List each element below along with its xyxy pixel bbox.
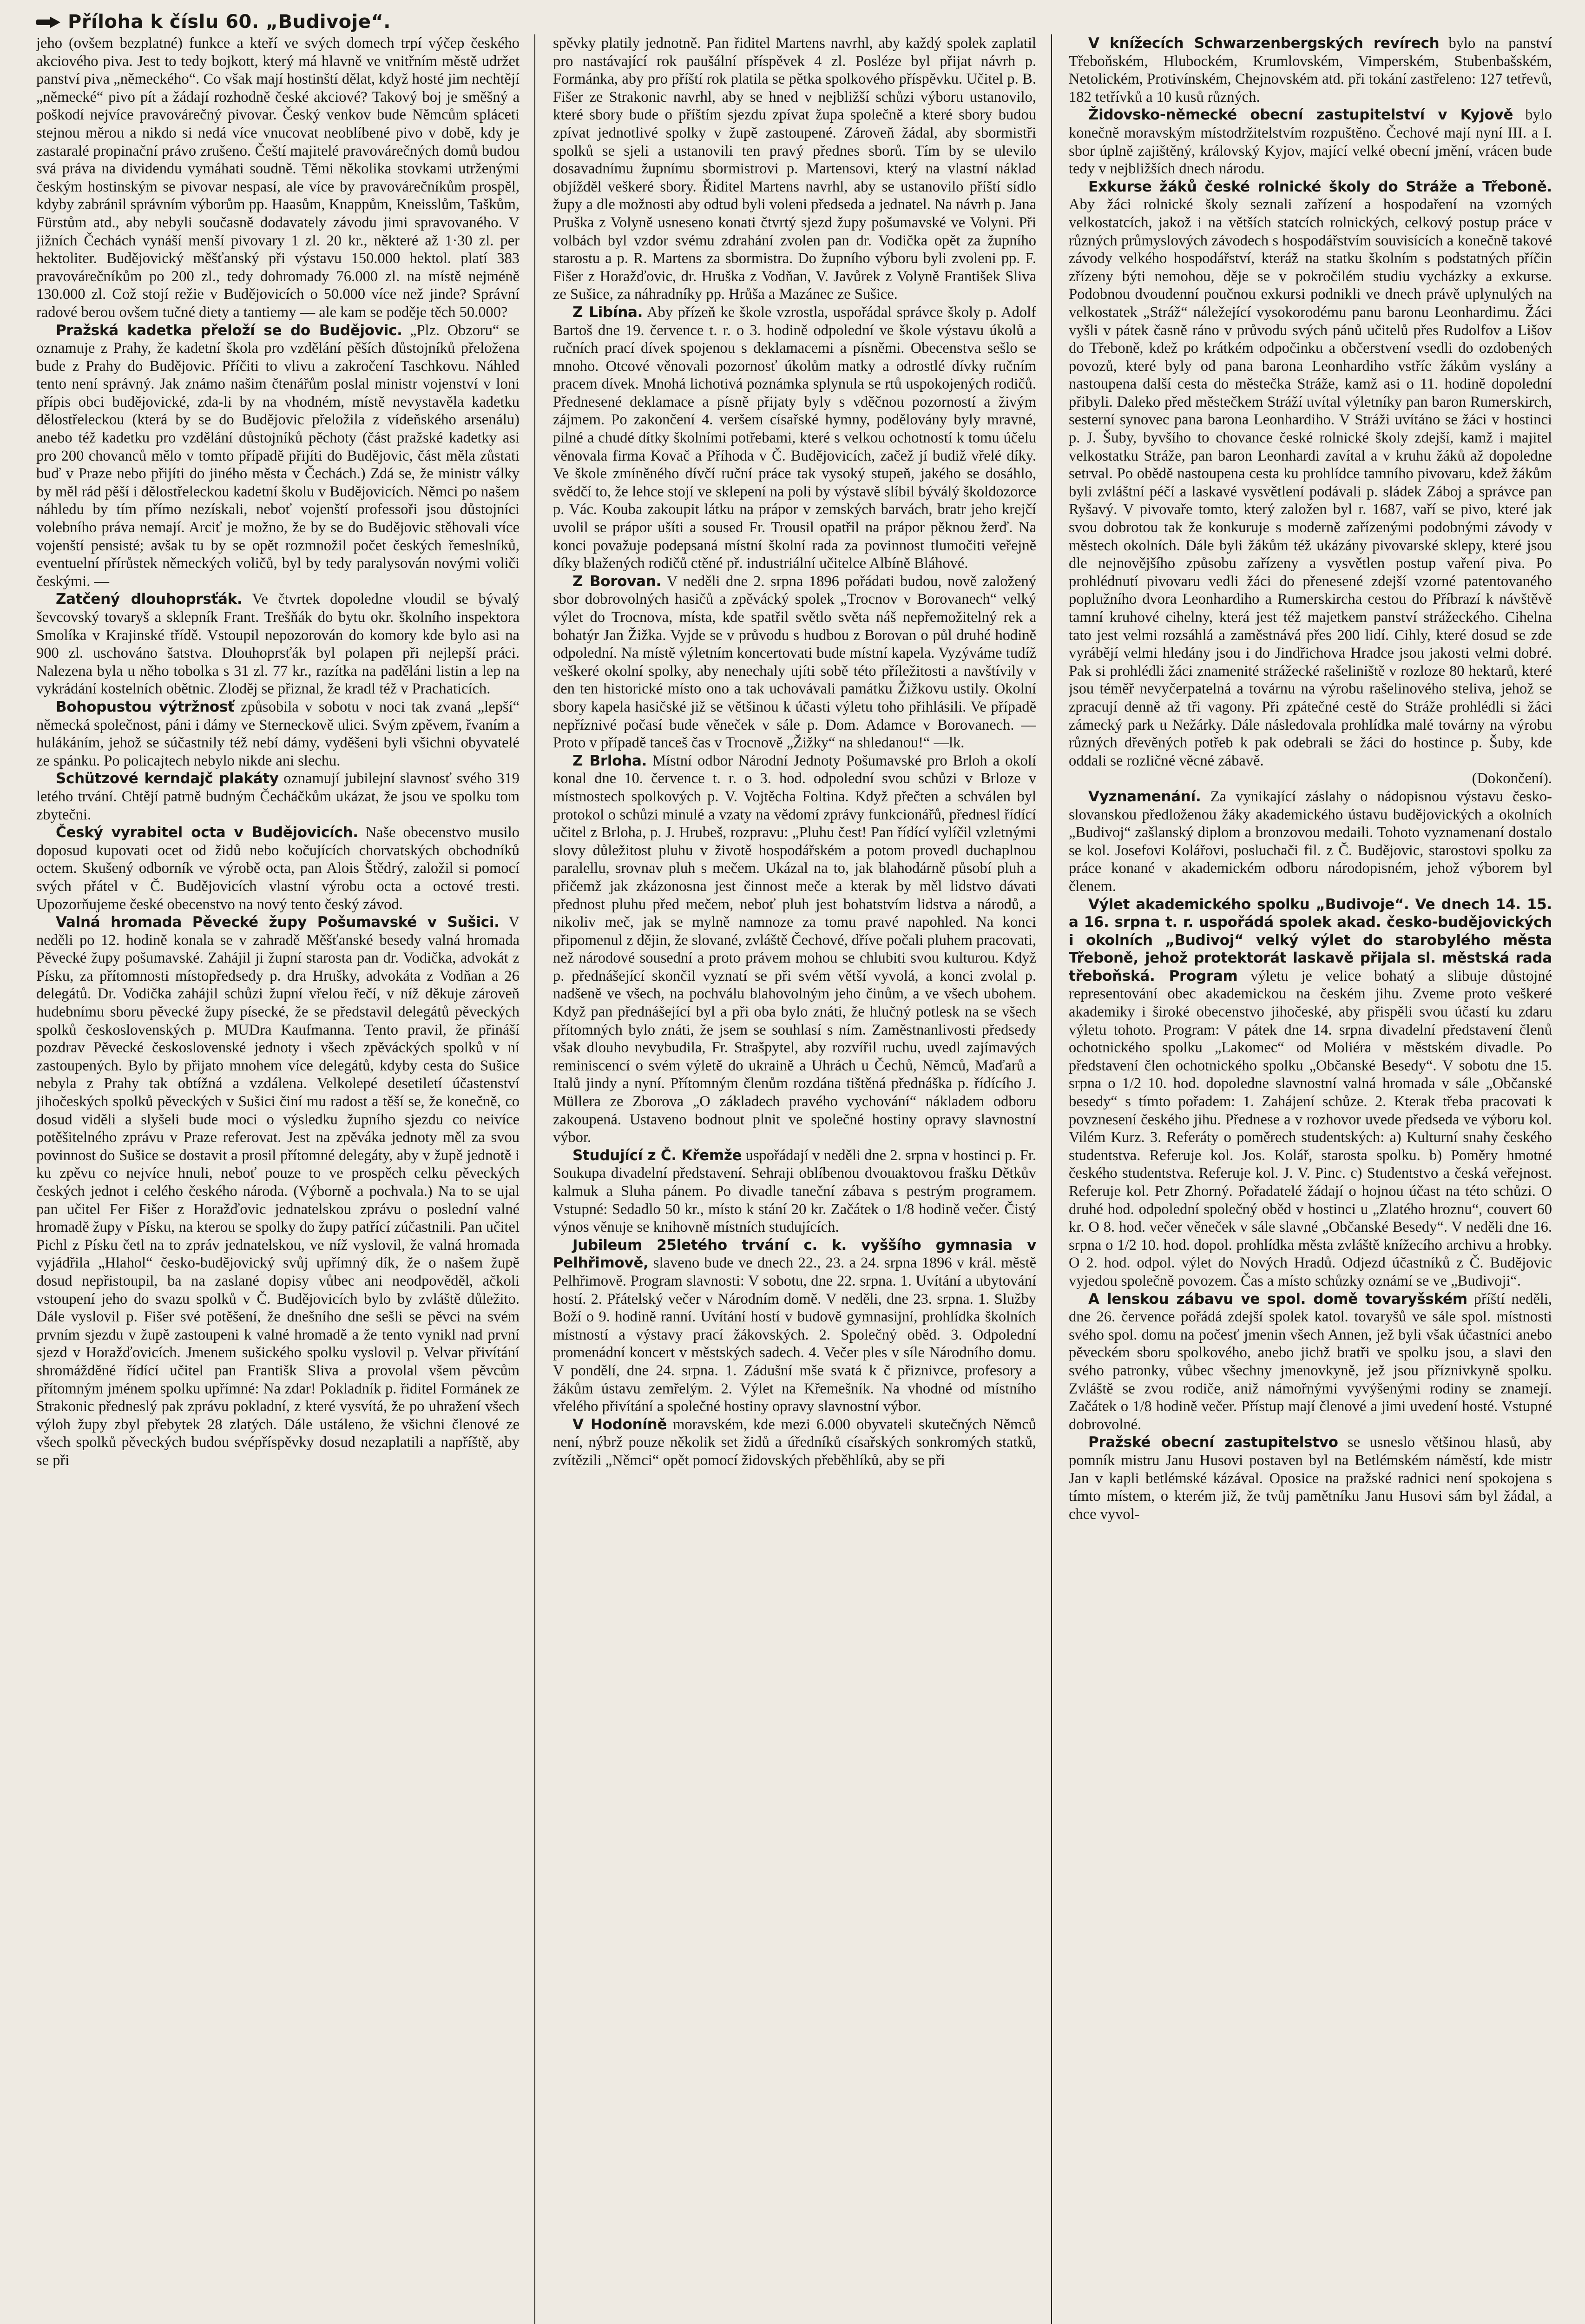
article-heading: V knížecích Schwarzenbergských revírech <box>1088 35 1440 52</box>
article-heading: Bohopustou výtržnosť <box>56 698 235 715</box>
article-heading: Schützové kerndajč plakáty <box>56 770 279 787</box>
article-heading: Jubileum 25letého trvání c. k. vyššího gymnasia v Pelhřimově, <box>553 1236 1036 1272</box>
article-body: bylo konečně moravským místodržitelstvím rozpuštěno. Čechové mají nyní III. a I. sbor úplně zajištěný, královský Kyjov, mající velké obecní jmění, vrácen bude tedy v nejbližších dnech národu. <box>1069 106 1552 178</box>
column-3 <box>1069 34 1552 2324</box>
article-body: příští neděli, dne 26. července pořádá zdejší spolek katol. tovaryšů ve sále spol. místnosti svého spol. domu na počesť jmenin všech Annen, jež byli však účastníci anebo pěveckém sboru spolkového, anebo jichž bratři ve spolku jsou, a slavi den svého patronky, vůbec všechny jmenovkyně, jež jsou příznivkyně spolku. Zvláště se zvou rodiče, aniž námořnými vyvýšenými rodiny se znamejí. Začátek o 1/8 hodině večer. Přístup mají členové a jimi uvedení hosté. Vstupné dobrovolné. <box>1069 1290 1552 1433</box>
article-body: oznamují jubilejní slavnosť svého 319 letého trvání. Chtějí patrně budným Čecháčkům ukázat, že jsou ve spolku tom zbytečni. <box>36 770 520 823</box>
article-heading: Z Borovan. <box>572 573 662 590</box>
article-paragraph <box>553 34 1036 304</box>
article-heading: Valná hromada Pěvecké župy Pošumavské v Sušici. <box>56 914 500 931</box>
article-heading: Pražská kadetka přeloží se do Budějovic. <box>56 322 402 339</box>
article-heading: Z Brloha. <box>572 752 647 769</box>
article-body: V neděli po 12. hodině konala se v zahradě Měšťanské besedy valná hromada Pěvecké župy pošumavské. Zahájil ji župní starosta pan dr. Vodička, advokát z Písku, za přítomnosti místopředsedy p. dra Hrušky, advokáta z Vodňan a 26 delegátů. Dr. Vodička zahájil schůzi župní vřelou řečí, v níž děkuje zároveň hudebnímu sboru pěvecké župy písecké, že se představil delegátů pěveckých spolků československých p. MUDra Kaufmanna. Tento pravil, že přináší pozdrav Pěvecké československé jednoty i všech zpěváckých spolků v ní zastoupených. Bylo by přijato mnohem více delegátů, kdyby cesta do Sušice nebyla z Prahy tak obtížná a vzdálena. Velkolepé desetiletí účastenství jihočeských spolků pěveckých v Sušici činí mu radost a těší se, že konečně, co dosud viděli a slyšeli bude moci o výsledku župního sjezdu co neivíce potěšitelného zprávu v Praze referovat. Jest na zpěváka jednoty měl za svou povinnost do Sušice se dostavit a prosil přítomné delegáty, aby v župě jednotě i ku zpěvu co nejvíce hnuli, neboť pouze to ve prospěch celku pěveckých českých jednot i celého českého národa. (Výborně a pochvala.) Na to se ujal pan učitel Fer Fišer z Horažďovic jednatelskou zprávu o poslední valné hromadě župy v Písku, na kterou se spolky do župy patřící zúčastnili. Pan učitel Pichl z Písku četl na to zpráv jednatelskou, ve níž vyslovil, že valná hromada vyjádřila „Hlahol“ česko-budějovický svůj upřímný dík, že o našem župě dosud nepřistoupil, ba na zaslané dopisy vůbec ani neodpověděl, ačkoli vstoupení jeho do svazu spolků v Č. Budějovicích bylo by zvláště důležito. Dále vyslovil p. Fišer své potěšení, že dnešního dne sešli se pěvci na svém prvním sjezdu v župě zastoupeni k valné hromadě a že tento vynikl nad první sjezd v Horažďovicích. Jmenem sušického spolku vyslovil p. Velvar přivítání shromážděné řídící učitel pan Františk Sliva a provolal všem pěvcům přítomným jménem spolku upřímné: Na zdar! Pokladník p. řiditel Formánek ze Strakonic předneslý pak zprávu pokladní, z které vysvítá, že po uhražení všech výloh župy zbyl přebytek 28 zlatých. Dále ustáleno, že všichni členové ze všech spolků pěveckých budou svépříspěvky dosud nezaplatili a napříště, aby se při <box>36 914 520 1469</box>
article-body: způsobila v sobotu v noci tak zvaná „lepší“ německá společnost, páni i dámy ve Sterneckově ulici. Svým zpěvem, řvaním a hulákáním, jehož se súčastnily též nebí dámy, vyděšeni byli všichni obyvatelé ze spánku. Po policajtech nebylo nikde ani slechu. <box>36 698 520 769</box>
article-body: spěvky platily jednotně. Pan řiditel Martens navrhl, aby každý spolek zaplatil pro nastávající rok paušální příspěvek 4 zl. Posléze byl přijat návrh p. Formánka, aby pro příští rok platila se pětka spolkového příspěvku. Učitel p. B. Fišer ze Strakonic navrhl, aby se hned v nejbližší schůzi výboru ustanovilo, které sbory bude o příštím sjezdu zpívat župa společně a které sbory budou zpívat jednotlivé spolky v župě zastoupené. Zároveň žádal, aby sbormistři spolků se sjeli a ustanovili ten pravý přednes sborů. Tím by se ulevilo dosavadnímu župnímu sbormistrovi p. Martensovi, který na vlastní náklad objížděl veškeré sbory. Řiditel Martens navrhl, aby se ustanovilo příští sídlo župy a dle možnosti aby odtud byli voleni předseda a jednatel. Na návrh p. Jana Pruška z Volyně usneseno konati čtvrtý sjezd župy pošumavské ve Volyni. Při volbách byl vzdor svému zdrahání zvolen pan dr. Vodička opět za župního starostu a p. R. Martens za sbormistra. Do župního výboru byli zvoleni pp. F. Fišer z Horažďovic, dr. Hruška z Vodňan, V. Javůrek z Volyně František Sliva ze Sušice, za náhradníky pp. Hrůša a Mazánec ze Sušice. <box>553 35 1036 303</box>
column-divider <box>1051 34 1052 2324</box>
article-body: Naše obecenstvo musilo doposud kupovati ocet od židů nebo kočujících chorvatských obchodníků octem. Skušený odborník ve výrobě octa, pan Alois Štědrý, založil si pomocí svých přátel v Č. Budějovicích vlastní výrobu octa a octové tresti. Upozorňujeme české obecenstvo na nový tento český závod. <box>36 824 520 913</box>
pointing-hand-icon <box>36 16 61 28</box>
article-heading: Výlet akademického spolku „Budivoje“. Ve dnech 14. 15. a 16. srpna t. r. uspořádá spolek akad. česko-budějovických i okolních „Budivoj“ velký výlet do starobylého města Třeboně, jehož protektorát laskavě přijala sl. městská rada třeboňská. Program <box>1069 896 1552 984</box>
article-paragraph <box>36 322 520 591</box>
article-body: slaveno bude ve dnech 22., 23. a 24. srpna 1896 v král. městě Pelhřimově. Program slavnosti: V sobotu, dne 22. srpna. 1. Uvítání a ubytování hostí. 2. Přátelský večer v Národním domě. V neděli, dne 23. srpna. 1. Služby Boží o 9. hodině ranní. Uvítání hostí v budově gymnasijní, prohlídka školních místností a výstavy prací žákovských. 2. Společný oběd. 3. Odpolední promenádní koncert v městských sadech. 4. Večer ples v síle Národního domu. V pondělí, dne 24. srpna. 1. Zádušní mše svatá k č přiznivce, profesory a žákům ústavu zemřelým. 2. Výlet na Křemešník. Na vhodné od místního vřelého přivítání a společné hostiny opravy slavnostní výbor. <box>553 1254 1036 1415</box>
article-paragraph <box>553 1147 1036 1236</box>
article-body: Aby přízeň ke škole vzrostla, uspořádal správce školy p. Adolf Bartoš dne 19. července t. r. o 3. hodině odpolední ve škole výstavu úkolů a ručních prací dívek spojenou s deklamacemi a písněmi. Obecenstva sešlo se mnoho. Otcové věnovali pozornosť úkolům matky a odrostlé dívky ručním pracem dívek. Mnohá lichotivá poznámka splynula se rtů uspokojených rodičů. Přednesené deklamace a písně přijaty byly s vděčnou pozorností a živým zájmem. Po zakončení 4. veršem císařské hymny, podělovány byly mravné, pilné a chudé dítky školními potřebami, které s velkou ochotností k tomu účelu věnovala firma Kovač a Příhoda v Č. Budějovicích, začež jí budiž vřelé díky. Ve škole zmíněného dívčí ruční práce tak vysoký stupeň, jakého se dosáhlo, svědčí to, že lehce stojí ve sklepení na poli by výstavě slíbil býválý školdozorce p. Vác. Kouba zakoupit látku na prápor v zemských barvách, bratr jeho krejčí uvolil se prápor ušíti a soused Fr. Trousil opatřil na prápor pěknou žerď. Na konci považuje podepsaná místní školní rada za povinnost tlumočiti veřejně díky blažených rodičů ctěné př. industriální učitelce Albíně Bláhové. <box>553 304 1036 572</box>
column-1 <box>36 34 520 2324</box>
article-body: Ve čtvrtek dopoledne vloudil se bývalý ševcovský tovaryš a sklepník Frant. Trešňák do bytu okr. školního inspektora Smolíka v Krajinské třídě. Vstoupil nepozorován do komory kde bylo asi na 900 zl. uschováno šatstva. Dlouhoprsťák byl polapen při nejlepší práci. Nalezena byla u něho tobolka s 31 zl. 77 kr., razítka na paděláni listin a lep na vykrádání kostelních obětnic. Zloděj se přiznal, že kradl též v Prachaticích. <box>36 591 520 698</box>
article-paragraph <box>36 770 520 824</box>
article-body: se usneslo většinou hlasů, aby pomník mistru Janu Husovi postaven byl na Betlémském náměstí, kde mistr Jan v kapli betlémské kázával. Oposice na pražské radnici není spokojena s tímto místem, o kterém již, že tvůj pamětníku Janu Husovi sám byl žádal, a chce vyvol- <box>1069 1434 1552 1523</box>
article-heading: Exkurse žáků české rolnické školy do Stráže a Třeboně. <box>1088 178 1552 195</box>
article-heading: Židovsko-německé obecní zastupitelství v Kyjově <box>1088 106 1513 124</box>
article-paragraph <box>1069 788 1552 896</box>
article-body: Místní odbor Národní Jednoty Pošumavské pro Brloh a okolí konal dne 10. července t. r. o 3. hod. odpolední svou schůzi v Brloze v místnostech spolkových p. V. Vojtěcha Foltina. Když přečten a schválen byl protokol o schůzi minulé a vzaty na vědomí zprávy funkcionářů, přednesl řídící učitel z Brloha, p. J. Hrubeš, rozpravu: „Pluhu čest! Pan řídící vylíčil vzletnými slovy důležitost pluhu v životě hospodářském a potom provedl duchaplnou paralellu, srovnav pluh s mečem. Ukázal na to, jak blahodárně působí pluh a přičemž jak zkázonosna jest činnost meče a kterak by měl lidstvo dávati přednost pluhu před mečem, neboť pluh jest bohatstvím lidstva a národů, a nikoliv meč, jak se mylně namnoze za tomu pravé napohled. Na konci připomenul z dějin, že slované, zvláště Čechové, dříve počali pluhem pracovati, než národové sousední a proto právem mohou se chlubiti svou kulturou. Když p. přednášející skončil vyznatí se při svém větší vyvolá, a konci zvolal p. nadšeně ve všech, na pochválu blahovolným jeho činům, a ve všech ubohem. Když pan přednášející byl a při oba bylo znáti, že hlučný potlesk na se všech přítomných bylo znáti, že jsem se souhlasí s ním. Zaměstnanlivosti předsedy však dlouho nevybudila, Fr. Strašpytel, aby rozvířil ruchu, uvedl zajímavých reminiscencí o svém výletě do ukraině a Uhrách u Čechů, Němců, Maďarů a Italů jindy a nyní. Přítomným členům rozdána tištěná přednáška p. řídícího J. Müllera ze Zborova „O základech pravého vychování“ nákladem odboru zakoupená. Ustaveno bodnout plnit ve společné hostiny opravy slavnostní výbor. <box>553 752 1036 1146</box>
article-paragraph <box>553 573 1036 752</box>
article-body: bylo na panství Třeboňském, Hlubockém, Krumlovském, Vimperském, Stubenbašském, Netolickém, Protivínském, Chejnovském atd. při tokání zastřeleno: 127 tetřevů, 182 tetřívků a 10 kusů různých. <box>1069 35 1552 106</box>
page-header <box>36 7 391 37</box>
article-body: uspořádají v neděli dne 2. srpna v hostinci p. Fr. Soukupa divadelní představení. Sehraji oblíbenou dvouaktovou frašku Dětkův kalmuk a Sluha pánem. Po divadle taneční zábava s pestrým programem. Vstupné: Sedadlo 50 kr., místo k stání 20 kr. Začátek o 1/8 hodině večer. Čistý výnos věnuje se knihovně místních studujících. <box>553 1147 1036 1236</box>
article-body: jeho (ovšem bezplatné) funkce a kteří ve svých domech trpí výčep českého akciového piva. Jest to tedy bojkott, který má hlavně ve vnitřním městě udržet panství piva „německého“. Co však mají hostinští dělat, když hosté jim nechtějí „německé“ pivo pít a žádají rozhodně české akciové? Takový boj je směšný a poškodí nejvíce pravovárečný pivovar. Český venkov bude Němcům spláceti stejnou měrou a nikdo si nedá více vnucovat neoblíbené pivo v době, kdy je zastaralé propinační právo zrušeno. Čeští majitelé pravovárečných domů budou svá práva na dividendu vymáhati soudně. Těmi několika stovkami utrženými českým hostinským se pivovar nespasí, ale více by pravovárečníkům prospěl, kdyby zabránil správním výborům pp. Haasům, Knappům, Kneisslům, Taškům, Fürstům atd., aby nebyli současně dodavately závodu jimi spravovaného. V jižních Čechách vynáší menší pivovary 1 zl. 20 kr., některé až 1·30 zl. per hektoliter. Budějovický měšťanský při výstavu 150.000 hektol. platí 383 pravovárečníkům po 200 zl., tedy dohromady 76.000 zl. na místě nejméně 130.000 zl. Což stojí režie v Budějovicích o 50.000 více než jinde? Správní radové berou ovšem tučné diety a tantiemy — ale kam se poděje těch 50.000? <box>36 35 520 321</box>
article-body: Aby žáci rolnické školy seznali zařízení a hospodaření na vzorných velkostatcích, jakož i na větších statcích rolnických, celkový postup práce v různých průmyslových závodech s hospodářstvím souvisících a konečně takové závody velkého hospodářství, kteráž na statku školním s podstatných příčin zřízeny býti nemohou, děje se v pokročilém studiu vycházky a exkurse. Podobnou dvoudenní poučnou exkursi podnikli ve dnech právě uplynulých na velkostatek „Stráž“ náležející vysokorodému panu baronu Leonhardimu. Žáci vyšli v pátek časně ráno v průvodu svých pánů učitelů přes Rudolfov a Lišov do Třeboně, kdež po krátkém odpočinku a občerstvení vsedli do ozdobených povozů, které byly od pana barona Leonhardiho vstříc žákům vyslány a nastoupena další cesta do městečka Stráže, kamž asi o 11. hodině dopolední přibyli. Daleko před městečkem Stráží uvítal výletníky pan baron Rumerskirch, sesterní synovec pana barona Leonhardiho. V Stráži uvítáno se žáci v hostinci p. J. Šuby, byvšího to chovance české rolnické školy zdejší, kamž i majitel velkostatku Stráže, pan baron Leonhardi zavítal a v kruhu žáků až dopoledne setrval. Po obědě nastoupena cesta ku prohlídce tamního pivovaru, kdež žákům byli zvláštní péčí a laskavé vysvětlení podávali p. sládek Záboj a správce pan Ryšavý. V pivovaře tomto, který založen byl r. 1687, vaří se pivo, které jak svou dobrotou tak že konkuruje s moderně zařízenými podobnými závody v městech okolních. Dále byli žákům též ukázány pivovarské sklepy, které jsou dle nejnovějšího způsobu zařízeny a vysvětlen postup vaření piva. Po prohlédnutí pivovaru vedli žáci do přenesené zdejší vzorné patentovaného poplužního dvora Leonhardiho a Rumerskircha cestou do Příbrazí k návštěvě tamní kruhové cihelny, která jest též majetkem panství strážeckého. Cihelna tato jest velmi rozsáhlá a zaměstnává přes 200 lidí. Cihly, které dosud se zde vyrábějí velmi hledány jsou i do Jindřichova Hradce jsou jakosti velmi dobré. Pak si prohlédli žáci znamenité strážecké rašeliniště v rozloze 80 hektarů, které jsou téměř nevyčerpatelná a továrnu na výrobu rašelinového steliva, jehož se zpracují denně až tři vagony. Při zpátečné cestě do Stráže prohlédli si žáci zámecký park u Nežárky. Dále následovala prohlídka malé továrny na výrobu různých dřevěných potřeb k pak odebrali se žáci do hostince p. Šuby, kde oddali se rozličné věcné zábavě. <box>1069 196 1552 769</box>
article-heading: Český vyrabitel octa v Budějovicích. <box>56 824 358 841</box>
article-paragraph <box>1069 1433 1552 1523</box>
article-paragraph <box>36 913 520 1469</box>
article-heading: Vyznamenání. <box>1088 788 1201 805</box>
article-heading: Studující z Č. Křemže <box>572 1147 742 1164</box>
article-paragraph <box>1069 1290 1552 1434</box>
article-heading: Z Libína. <box>572 304 643 321</box>
article-heading: A lenskou zábavu ve spol. domě tovaryšském <box>1088 1290 1467 1307</box>
article-paragraph <box>1069 106 1552 178</box>
article-paragraph <box>553 1236 1036 1416</box>
article-paragraph <box>36 698 520 770</box>
article-continuation-note: (Dokončení). <box>1472 770 1552 787</box>
column-divider <box>534 34 535 2324</box>
article-heading: Pražské obecní zastupitelstvo <box>1088 1434 1338 1451</box>
article-body: „Plz. Obzoru“ se oznamuje z Prahy, že kadetní škola pro vzdělání pěších důstojníků přeložena bude z Prahy do Budějovic. Příčiti to vlivu a zakročení Taschkovu. Náhled tento není správný. Jak známo našim čtenářům poslal ministr vojenství v loni přípis obci budějovické, zda-li by na vhodném, místě nevystavěla kadetku dělostřeleckou (která by se do Budějovic přeložila z vídeňského arsenálu) anebo též kadetku pro vzdělání důstojníků pěchoty (část pražské kadetky asi pro 200 chovanců mělo v tomto případě přijíti do Budějovic, část měla zůstati buď v Praze nebo přijíti do jiného města v Čechách.) Zdá se, že ministr války by měl rád pěší i dělostřeleckou kadetní školu v Budějovicích. Němci po našem náhledu by tím přímo nezískali, neboť vojenští professoři jsou důstojníci volebního práva nemají. Arciť je možno, že by se do Budějovic stěhovali více vojenští pensisté; avšak tu by se opět rozmnožil počet českých řemeslníků, eventuelní přírůstek německých voličů, byl by tedy paralysován novými voliči českými. — <box>36 322 520 590</box>
article-body: moravském, kde mezi 6.000 obyvateli skutečných Němců není, nýbrž pouze několik set židů a úředníků císařských sonkromých statků, zvítězili „Němci“ opět pomocí židovských přeběhlíků, aby se při <box>553 1416 1036 1469</box>
article-paragraph <box>36 34 520 322</box>
article-paragraph <box>553 1416 1036 1470</box>
article-paragraph <box>1069 896 1552 1290</box>
article-paragraph <box>1069 34 1552 106</box>
article-heading: V Hodoníně <box>572 1416 667 1433</box>
article-paragraph <box>553 304 1036 573</box>
column-2 <box>553 34 1036 2324</box>
article-paragraph <box>36 824 520 913</box>
article-body: V neděli dne 2. srpna 1896 pořádati budou, nově založený sbor dobrovolných hasičů a zpěvácký spolek „Trocnov v Borovanech“ velký výlet do Trocnova, místa, kde spatřil světlo světa náš nepřemožitelný rek a bohatýr Jan Žižka. Vyjde se v průvodu s hudbou z Borovan o půl druhé hodině odpolední. Na místě výletním koncertovati bude místní kapela. Vyzýváme tudíž veškeré okolní spolky, aby nenechaly ujíti sobě této příležitosti a navštívily v den ten historické místo ono a tak uchovávali památku Žižkovu ustily. Okolní sbory kapela hasičské již se většinou k účasti výletu toho přihlásili. Ve případě nepříznivé počasí bude věneček v sále p. Dom. Adamce v Borovanech. — Proto v případě tanceš čas v Trocnově „Žižky“ na shledanou!“ —lk. <box>553 573 1036 752</box>
article-paragraph <box>36 590 520 698</box>
article-body: Za vynikající záslahy o nádopisnou výstavu česko-slovanskou předloženou žáky akademického ústavu budějovických a okolních „Budivoj“ zašlanský diplom a bronzovou medaili. Tohoto vyznamenaní dostalo se kol. Josefovi Kolářovi, posluchači fil. z Č. Budějovic, starostovi spolku za práce konané v akademickém odboru národopisném, jehož výborem byl členem. <box>1069 788 1552 895</box>
article-body: výletu je velice bohatý a slibuje důstojné representování obec akademickou na českém jihu. Zveme proto veškeré akademiky i široké obecenstvo jihočeské, aby přispěli svou účastí ku zdaru výletu tohoto. Program: V pátek dne 14. srpna divadelní představení členů ochotnického spolku „Lakomec“ od Moliéra v městském divadle. Po představení člen ochotnického spolku „Občanské Besedy“. V sobotu dne 15. srpna o 1/2 10. hod. dopoledne slavnostní valná hromada v sále „Občanské besedy“ s tímto pořadem: 1. Zahájení schůze. 2. Kterak třeba pracovati k povznesení českého jihu. Přednese a v rozhovor uvede předseda ve výboru kol. Vilém Kurz. 3. Referáty o poměrech studentských: a) Kulturní snahy českého studentstva. Referuje kol. Jos. Kolář, starosta spolku. b) Poměry hmotné českého studentstva. Referuje kol. J. V. Pinc. c) Studentstvo a česká veřejnost. Referuje kol. Petr Zhorný. Pořadatelé žádají o hojnou účast na této schůzi. O druhé hod. odpolední společný oběd v hostinci u „Zlatého hroznu“, couvert 60 kr. O 8. hod. večer věneček v sále slavné „Občanské Besedy“. V neděli dne 16. srpna o 1/2 10. hod. dopol. prohlídka města zvláště knížecího archivu a hrobky. O 2. hod. odpol. výlet do Nových Hradů. Odjezd účastníků z Č. Budějovic vyjedou společně povozem. Čas a místo schůzky oznámí se ve „Budivoji“. <box>1069 967 1552 1289</box>
article-paragraph <box>553 752 1036 1147</box>
article-paragraph <box>1069 178 1552 770</box>
article-heading: Zatčený dlouhoprsťák. <box>56 591 243 608</box>
header-title: Příloha k číslu 60. „Budivoje“. <box>68 11 391 33</box>
